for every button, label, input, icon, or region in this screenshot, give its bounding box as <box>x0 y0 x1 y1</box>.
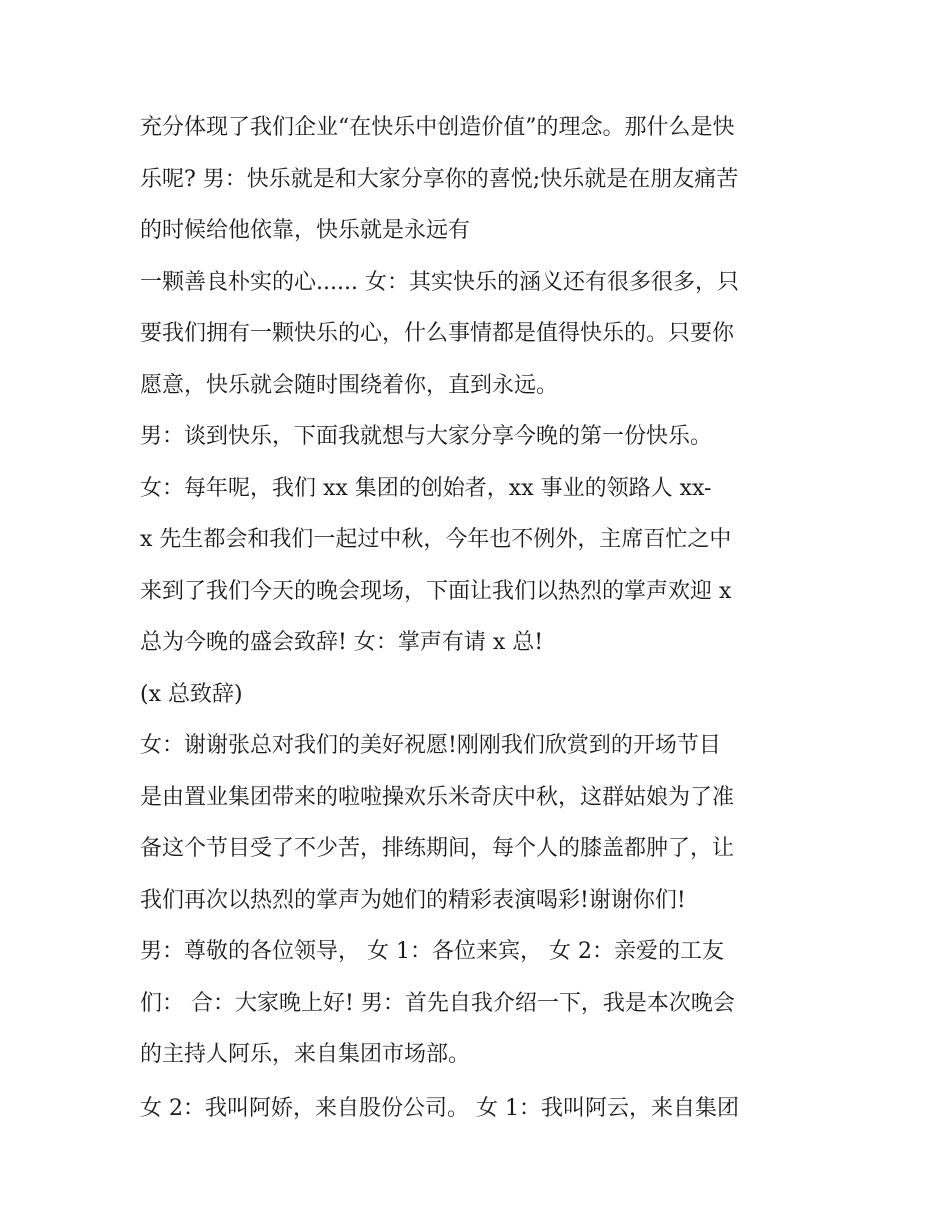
text-line: 男：尊敬的各位领导， 女 1：各位来宾， 女 2：亲爱的工友 <box>140 939 724 964</box>
text-line: 充分体现了我们企业“在快乐中创造价值”的理念。那什么是快 <box>140 115 735 140</box>
text-line: 我们再次以热烈的掌声为她们的精彩表演喝彩!谢谢你们! <box>140 887 686 913</box>
text-line: 是由置业集团带来的啦啦操欢乐米奇庆中秋，这群姑娘为了准 <box>140 784 735 810</box>
text-line: 要我们拥有一颗快乐的心，什么事情都是值得快乐的。只要你 <box>140 321 735 346</box>
text-line: 愿意，快乐就会随时围绕着你，直到永远。 <box>140 372 559 398</box>
text-line: (x 总致辞) <box>140 681 243 707</box>
document-body <box>140 110 820 1142</box>
text-line: 备这个节目受了不少苦，排练期间，每个人的膝盖都肿了，让 <box>140 836 735 861</box>
text-line: 女：谢谢张总对我们的美好祝愿!刚刚我们欣赏到的开场节目 <box>140 733 721 758</box>
text-line: 的时候给他依靠，快乐就是永远有 <box>140 218 471 243</box>
text-line: 总为今晚的盛会致辞! 女：掌声有请 x 总! <box>140 630 544 655</box>
text-line: 女：每年呢，我们 xx 集团的创始者，xx 事业的领路人 xx- <box>140 475 712 501</box>
text-line: 来到了我们今天的晚会现场，下面让我们以热烈的掌声欢迎 x <box>140 578 732 604</box>
text-line: 一颗善良朴实的心...... 女：其实快乐的涵义还有很多很多，只 <box>140 269 739 295</box>
text-line: 男：谈到快乐，下面我就想与大家分享今晚的第一份快乐。 <box>140 424 713 449</box>
text-line: 女 2：我叫阿娇，来自股份公司。 女 1：我叫阿云，来自集团 <box>140 1095 739 1121</box>
text-line: 们： 合：大家晚上好! 男：首先自我介绍一下，我是本次晚会 <box>140 990 735 1016</box>
text-line: x 先生都会和我们一起过中秋，今年也不例外，主席百忙之中 <box>140 527 732 552</box>
text-line: 乐呢? 男：快乐就是和大家分享你的喜悦;快乐就是在朋友痛苦 <box>140 166 739 192</box>
text-line: 的主持人阿乐，来自集团市场部。 <box>140 1042 471 1067</box>
